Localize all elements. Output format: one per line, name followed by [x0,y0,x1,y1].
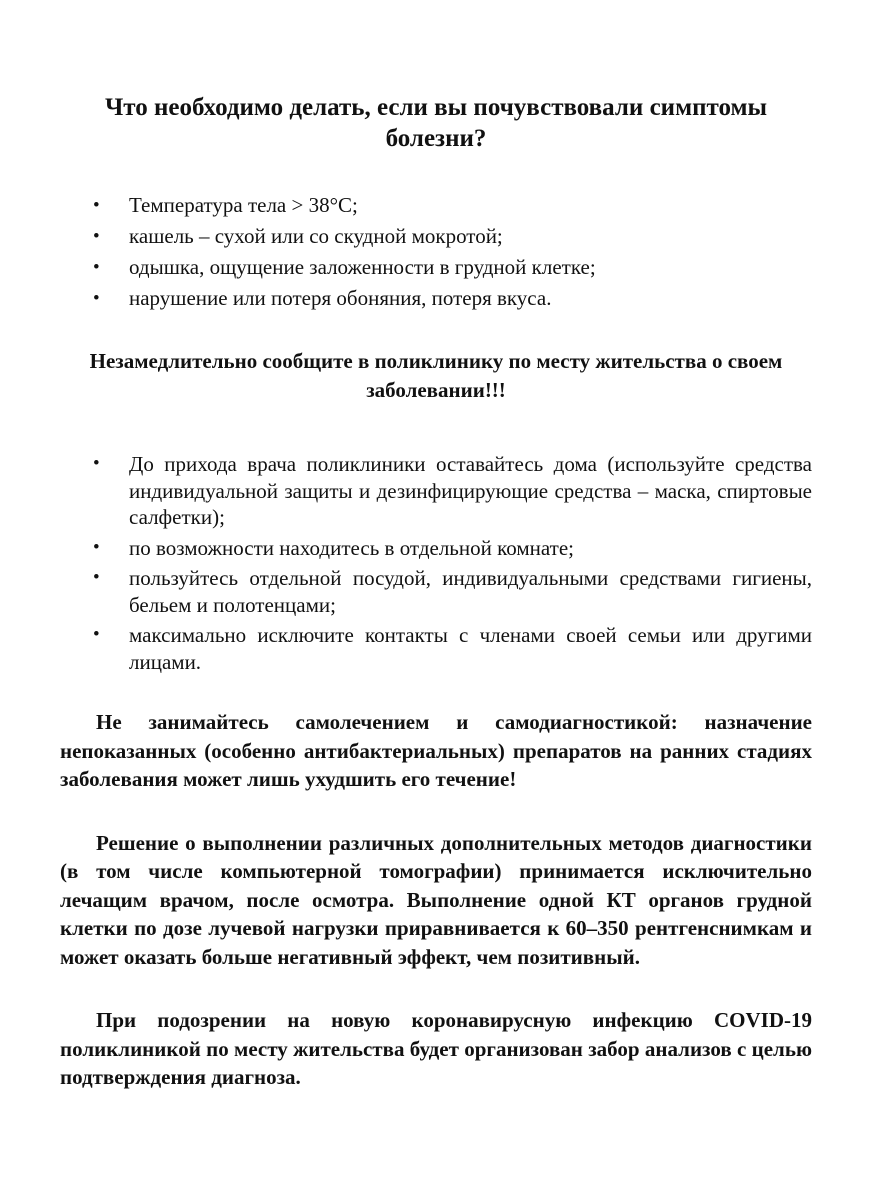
list-item-text: кашель – сухой или со скудной мокротой; [129,224,503,248]
covid-testing-paragraph: При подозрении на новую коронавирусную инфекцию COVID-19 поликлиникой по месту жительства будет организован забор анализов с целью подтверждения диагноза. [60,1008,812,1089]
instructions-list [60,451,812,675]
self-treatment-warning: Не занимайтесь самолечением и самодиагностикой: назначение непоказанных (особенно антибактериальных) препаратов на ранних стадиях заболевания может лишь ухудшить его течение! [60,710,812,791]
diagnostics-paragraph: Решение о выполнении различных дополнительных методов диагностики (в том числе компьютерной томографии) принимается исключительно лечащим врачом, после осмотра. Выполнение одной КТ органов грудной клетки по дозе лучевой нагрузки приравнивается к 60–350 рентгенснимкам и может оказать больше негативный эффект, чем позитивный. [60,830,812,969]
list-item-text: пользуйтесь отдельной посудой, индивидуальными средствами гигиены, бельем и полотенцами; [129,566,812,617]
list-item-text: Температура тела > 38°С; [129,193,358,217]
list-item-text: максимально исключите контакты с членами своей семьи или другими лицами. [129,623,812,674]
list-item [60,451,812,531]
bullet-icon: • [93,257,100,278]
bullet-icon: • [93,536,100,558]
symptoms-list [60,190,812,314]
page-title: Что необходимо делать, если вы почувствовали симптомы болезни? [104,94,768,152]
list-item [60,535,812,562]
list-item [60,221,812,252]
list-item-text: одышка, ощущение заложенности в грудной клетке; [129,255,596,279]
notify-heading: Незамедлительно сообщите в поликлинику по месту жительства о своем заболевании!!! [89,349,783,402]
document-page [60,92,812,1092]
list-item [60,190,812,221]
list-item [60,283,812,314]
bullet-icon: • [93,195,100,216]
list-item-text: по возможности находитесь в отдельной комнате; [129,535,574,560]
bullet-icon: • [93,624,100,645]
bullet-icon: • [93,226,100,247]
list-item [60,622,812,675]
bullet-icon: • [93,567,100,588]
bullet-icon: • [93,288,100,309]
list-item [60,565,812,618]
list-item-text: До прихода врача поликлиники оставайтесь дома (используйте средства индивидуальной защиты и дезинфицирующие средства – маска, спиртовые салфетки); [129,452,812,529]
list-item [60,252,812,283]
bullet-icon: • [93,453,100,474]
list-item-text: нарушение или потеря обоняния, потеря вкуса. [129,286,552,310]
